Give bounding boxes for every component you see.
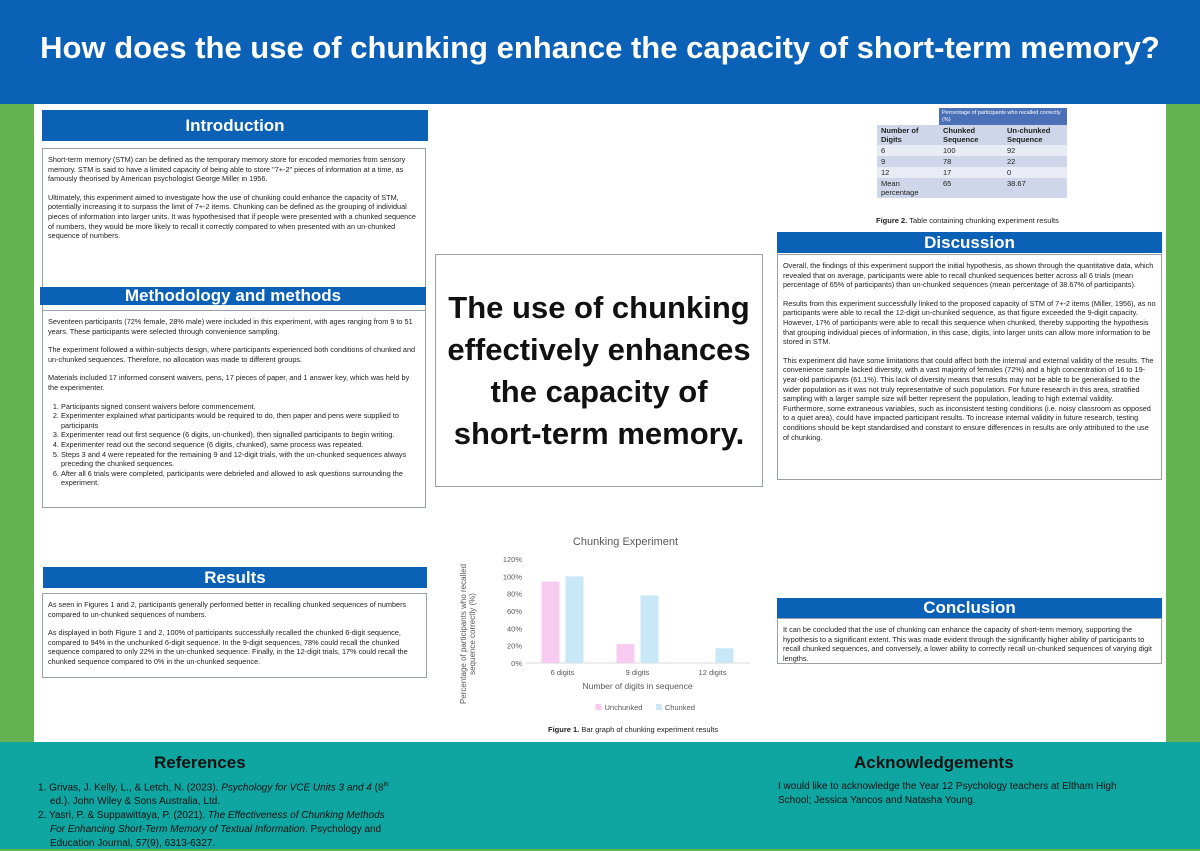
reference-2-volume: 57: [135, 838, 147, 850]
discussion-p2: Results from this experiment successfully linked to the proposed capacity of STM of 7+-2 items (Miller, 1956), as no participants were able to recall the 12-digit un-chunked sequence, as that figure exceeded the 9-digit capacity. However, 17% of participants were able to recall this sequence when chunked, thereby supporting the hypothesis that grouping individual pieces of information, in this case, digits, into larger units can allow more information to be stored in STM.: [783, 298, 1156, 347]
reference-2-pages: (9), 6313-6327.: [146, 838, 216, 850]
references-heading: References: [154, 753, 246, 772]
x-tick-label: 6 digits: [550, 668, 575, 677]
x-tick-label: 12 digits: [698, 668, 727, 677]
reference-2-journal: . Psychology and Education Journal,: [50, 824, 382, 850]
y-tick-label: 60%: [506, 607, 522, 616]
y-tick-label: 20%: [506, 641, 522, 651]
discussion-heading-text: Discussion: [924, 233, 1015, 252]
figure1-caption-text: Bar graph of chunking experiment results: [579, 725, 719, 734]
reference-2-authors: 2. Yasri, P. & Suppawittaya, P. (2021).: [38, 810, 208, 822]
y-tick-label: 40%: [506, 624, 522, 634]
introduction-heading: [42, 110, 428, 141]
conclusion-heading: [777, 598, 1162, 618]
results-heading-text: Results: [204, 568, 266, 587]
procedure-step: 3. Experimenter read out first sequence (6 digits, un-chunked), then signalled participants to begin writing.: [61, 430, 420, 440]
x-tick-label: 9 digits: [625, 668, 650, 677]
reference-1-edition-suffix: th: [383, 782, 389, 788]
legend-label-chunked: Chunked: [664, 703, 695, 712]
conclusion-p1: It can be concluded that the use of chunking can enhance the capacity of short-term memory, supporting the hypothesis to a significant extent. This was made evident through the significantly higher ability of participants to recall chunked sequences, and conversely, a lower ability to correctly recall un-chunked sequences of varying digit lengths.: [783, 625, 1152, 663]
acknowledgements-heading: Acknowledgements: [854, 753, 1014, 772]
table-cell: 38.67: [1007, 179, 1026, 188]
legend-swatch-chunked: [656, 704, 662, 710]
table-caption: [876, 216, 1059, 225]
table-cell: Mean percentage: [881, 179, 919, 197]
table-cell: 65: [943, 179, 952, 188]
bar-unchunked-6-digits: [542, 582, 560, 663]
central-claim: [435, 254, 763, 487]
procedure-step: 6. After all 6 trials were completed, participants were debriefed and allowed to ask questions surrounding the experiment.: [61, 469, 420, 488]
table-col-chunked: Chunked Sequence: [943, 126, 979, 144]
reference-1-title: Psychology for VCE Units 3 and 4: [221, 782, 372, 794]
table-cell: 9: [881, 157, 886, 166]
poster-title: How does the use of chunking enhance the capacity of short-term memory?: [40, 30, 1160, 65]
procedure-step: 1. Participants signed consent waivers before commencement.: [61, 402, 420, 412]
bar-chunked-12-digits: [716, 648, 734, 663]
y-tick-label: 80%: [506, 589, 522, 599]
x-axis-label: Number of digits in sequence: [582, 681, 693, 691]
y-tick-label: 120%: [502, 555, 522, 564]
table-cell: 12: [881, 168, 890, 177]
central-claim-text: The use of chunking effectively enhances the capacity of short-term memory.: [447, 289, 751, 451]
table-caption-label: Figure 2.: [876, 216, 908, 225]
methodology-box: [42, 310, 426, 508]
y-axis-label-line1: Percentage of participants who recalled: [459, 563, 468, 705]
acknowledgements-text: I would like to acknowledge the Year 12 Psychology teachers at Eltham High School; Jessica Yancos and Natasha Young.: [778, 781, 1117, 806]
chart-title: Chunking Experiment: [572, 536, 679, 548]
introduction-p1: Short-term memory (STM) can be defined as the temporary memory store for encoded memories from sensory memory. STM is said to have a limited capacity of being able to store "7+-2" pieces of information at a time, as famously theorised by American psychologist George Miller in 1956.: [48, 155, 406, 184]
discussion-p3: This experiment did have some limitations that could affect both the internal and external validity of the results. The convenience sample lacked diversity, with a vast majority of females (72%) and a high concentration of 16 to 19-year-old participants (61.1%). This lack of diversity means that results may not be able to be generalised to the wider population as it was not truly representative of such population. For future research in this area, stratified sampling with a larger sample size will better represent the population, leading to high external validity. Furthermore, some extraneous variables, such as inconsistent testing conditions (i.e. noisy classroom as opposed to a quiet area), could have impacted participant results. To increase internal validity in future research, testing conditions should be kept standardised and constant to ensure differences in results are only attributed to the use of chunking.: [783, 355, 1154, 442]
introduction-p2: Ultimately, this experiment aimed to investigate how the use of chunking could enhance the capacity of STM, potentially increasing it to surpass the limit of 7+-2 items. Chunking can be defined as the grouping of individual pieces of information into larger units. It was hypothesised that if people were presented with a chunked sequence of numbers, they would be more likely to recall it correctly compared to when presented with an un-chunked sequence of numbers.: [48, 192, 416, 241]
discussion-heading: [777, 232, 1162, 253]
y-tick-label: 0%: [511, 659, 522, 668]
reference-1: [38, 778, 390, 809]
reference-1-publisher: ed.). John Wiley & Sons Australia, Ltd.: [50, 796, 221, 808]
chunking-bar-chart: [450, 528, 760, 720]
discussion-box: [777, 254, 1162, 480]
y-axis-label: [459, 564, 477, 704]
table-cell: 6: [881, 146, 886, 155]
bar-unchunked-9-digits: [617, 644, 635, 663]
reference-1-authors: 1. Grivas, J. Kelly, L., & Letch, N. (2023).: [38, 782, 222, 794]
table-cell: 17: [943, 168, 952, 177]
reference-2: [38, 809, 390, 851]
conclusion-heading-text: Conclusion: [923, 598, 1016, 617]
references-list: [38, 778, 390, 851]
table-col-unchunked: Un-chunked Sequence: [1007, 126, 1051, 144]
introduction-heading-text: Introduction: [185, 116, 285, 135]
y-tick-label: 100%: [502, 572, 522, 582]
table-cell: 78: [943, 157, 952, 166]
procedure-step: 5. Steps 3 and 4 were repeated for the remaining 9 and 12-digit trials, with the un-chunked sequences always preceding the chunked sequences.: [61, 450, 420, 469]
results-p1: As seen in Figures 1 and 2, participants generally performed better in recalling chunked sequences of numbers compared to un-chunked sequences of numbers.: [48, 600, 407, 619]
table-cell: 0: [1007, 168, 1012, 177]
results-p2: As displayed in both Figure 1 and 2, 100% of participants successfully recalled the chunked 6-digit sequence, compared to 94% in the unchunked 6-digit sequence. In the 9-digit sequences, 78% could recall the chunked sequence compared to only 22% in the un-chunked sequence. Finally, in the 12-digit trials, 17% could recall the chunked sequence compared to 0% in the un-chunked sequence.: [48, 628, 408, 666]
methodology-p2: The experiment followed a within-subjects design, where participants experienced both conditions of chunked and un-chunked sequences. Therefore, no allocation was made to different groups.: [48, 345, 416, 364]
bar-chunked-9-digits: [641, 595, 659, 663]
conclusion-box: [777, 618, 1162, 664]
procedure-step: 4. Experimenter read out the second sequence (6 digits, chunked), same process was repeated.: [61, 440, 420, 450]
table-cell: 100: [943, 146, 956, 155]
table-group-header: Percentage of participants who recalled correctly (%): [939, 108, 1067, 125]
y-axis-label-line2: sequence correctly (%): [468, 593, 477, 675]
figure1-caption-label: Figure 1.: [548, 725, 580, 734]
methodology-p1: Seventeen participants (72% female, 28% male) were included in this experiment, with ages ranging from 9 to 51 years. These participants were selected through convenience sampling.: [48, 317, 413, 336]
procedure-step: 2. Experimenter explained what participants would be required to do, then paper and pens were supplied to participants: [61, 411, 420, 430]
table-cell: 92: [1007, 146, 1016, 155]
results-table: [877, 108, 1067, 198]
table-cell: 22: [1007, 157, 1016, 166]
procedure-list: [48, 402, 420, 488]
legend-label-unchunked: Unchunked: [604, 703, 643, 712]
methodology-heading: [40, 287, 426, 305]
figure1-caption: [548, 725, 718, 734]
methodology-heading-text: Methodology and methods: [124, 286, 342, 305]
discussion-p1: Overall, the findings of this experiment support the initial hypothesis, as shown through the quantitative data, which revealed that on average, participants were able to recall chunked sequences better across all 6 trials (mean percentage of 65% of participants) than un-chunked sequences (mean percentage of 38.67% of participants).: [783, 261, 1154, 290]
methodology-p3: Materials included 17 informed consent waivers, pens, 17 pieces of paper, and 1 answer key, which was held by the experimenter.: [48, 373, 410, 392]
table-col-digits: Number of Digits: [881, 126, 919, 144]
results-heading: [43, 567, 427, 588]
bar-chunked-6-digits: [566, 576, 584, 663]
legend-swatch-unchunked: [596, 704, 602, 710]
reference-2-title: The Effectiveness of Chunking Methods For Enhancing Short-Term Memory of Textual Information: [50, 810, 385, 836]
table-caption-text: Table containing chunking experiment results: [907, 216, 1059, 225]
reference-1-edition: (8: [371, 782, 384, 794]
poster-header: [0, 0, 1200, 104]
results-box: [42, 593, 427, 678]
